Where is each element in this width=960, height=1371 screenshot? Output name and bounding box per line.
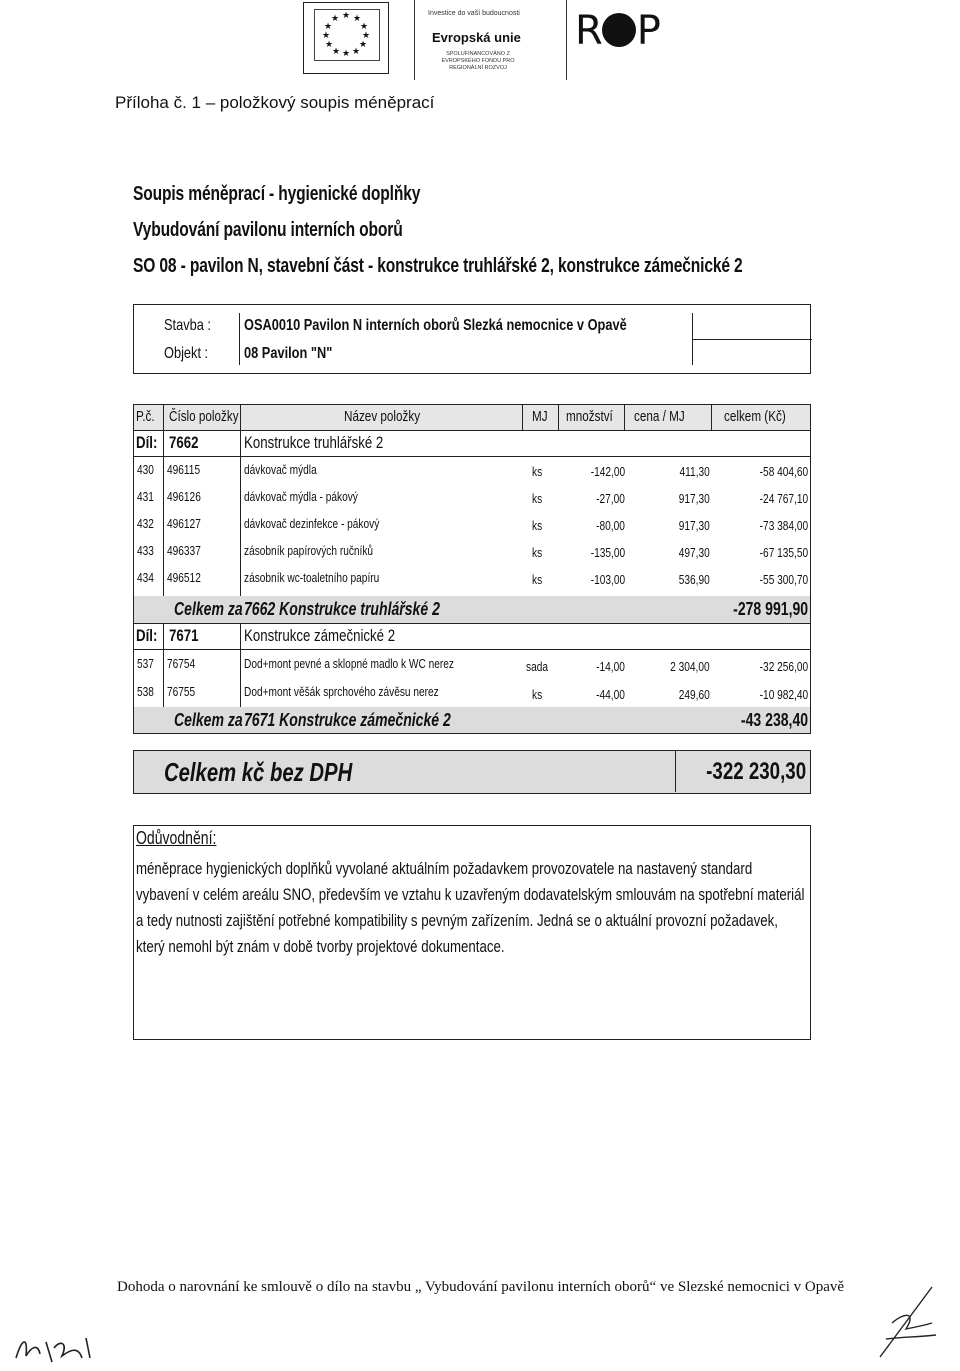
stavba-label: Stavba : [164,317,211,334]
sum-total: -43 238,40 [740,710,808,730]
dil-name: Konstrukce zámečnické 2 [244,626,396,645]
attachment-label: Příloha č. 1 – položkový soupis méněprací [115,93,435,112]
grand-total-box [133,750,811,794]
header-code: Číslo položky [169,408,239,425]
header-price: cena / MJ [634,408,685,425]
item-price: 917,30 [678,491,710,506]
rop-logo [575,8,659,54]
item-name: dávkovač mýdla - pákový [244,489,358,504]
sum-total: -278 991,90 [733,599,808,619]
item-pc: 537 [137,656,154,671]
item-pc: 432 [137,516,154,531]
item-code: 76754 [167,656,196,671]
table-row [134,568,810,590]
dil-code: 7662 [169,433,199,452]
item-qty: -135,00 [590,545,625,560]
section-row [134,623,810,649]
divider [163,623,164,707]
grand-total-value: -322 230,30 [706,758,806,785]
item-price: 497,30 [678,545,710,560]
item-mj: ks [532,572,543,587]
globe-icon [602,13,636,47]
table-row [134,541,810,563]
divider [163,405,164,596]
item-mj: ks [532,545,543,560]
justification-heading: Odůvodnění: [136,828,217,848]
footer-text: Dohoda o narovnání ke smlouvě o dílo na stavbu „ Vybudování pavilonu interních oborů“ ve Slezské nemocnici v Opavě [117,1279,845,1295]
sum-name: 7662 Konstrukce truhlářské 2 [244,599,440,619]
divider [624,405,625,430]
item-mj: ks [532,491,543,506]
header-pc: P.č. [136,408,155,425]
item-price: 917,30 [678,518,710,533]
item-pc: 434 [137,570,154,585]
item-pc: 538 [137,684,154,699]
table-row [134,514,810,536]
divider [522,405,523,430]
item-mj: ks [532,464,543,479]
item-code: 496126 [167,489,201,504]
item-code: 496337 [167,543,201,558]
item-qty: -27,00 [596,491,625,506]
item-mj: sada [526,659,548,674]
item-mj: ks [532,518,543,533]
eu-logo [303,2,389,74]
dil-label: Díl: [136,433,158,452]
item-total: -73 384,00 [759,518,808,533]
item-total: -10 982,40 [759,687,808,702]
item-name: zásobník papírových ručníků [244,543,374,558]
item-code: 76755 [167,684,196,699]
item-total: -24 767,10 [759,491,808,506]
divider [240,623,241,707]
signature-mark [872,1283,942,1363]
item-total: -32 256,00 [759,659,808,674]
stavba-value: OSA0010 Pavilon N interních oborů Slezká nemocnice v Opavě [244,317,627,334]
item-total: -58 404,60 [759,464,808,479]
items-table [133,404,811,734]
signature-mark [12,1328,102,1368]
item-name: Dod+mont pevné a sklopné madlo k WC nerez [244,656,454,671]
item-total: -67 135,50 [759,545,808,560]
eu-tagline: Investice do vaší budoucnosti [428,10,520,17]
header-total: celkem (Kč) [724,408,786,425]
item-price: 536,90 [678,572,710,587]
document-title: Soupis méněprací - hygienické doplňky [133,183,421,205]
divider [558,405,559,430]
divider [240,405,241,596]
dil-code: 7671 [169,626,199,645]
item-code: 496115 [167,462,201,477]
objekt-value: 08 Pavilon "N" [244,345,333,362]
header-divider [414,0,415,80]
table-row [134,654,810,678]
divider [239,313,240,365]
item-qty: -142,00 [590,464,625,479]
item-qty: -14,00 [596,659,625,674]
item-price: 411,30 [679,464,710,479]
divider [692,339,812,340]
item-qty: -103,00 [590,572,625,587]
section-sum-row [134,707,810,733]
justification-text: méněprace hygienických doplňků vyvolané aktuálním požadavkem provozovatele na nastavený standard vybavení v celém areálu SNO, především ve vztahu k uzavřeným dodavatelským smlouvám na spotřební materiál a tedy nutnosti zajištění potřebné kompatibility s pevným zařízením. Jedná se o aktuální provozní požadavek, který nemohl být znám v době tvorby projektové dokumentace. [136,859,805,956]
item-qty: -44,00 [596,687,625,702]
eu-name: Evropská unie [432,30,521,45]
rop-logo-letter: P [636,8,659,54]
item-name: zásobník wc-toaletního papíru [244,570,380,585]
section-row [134,430,810,456]
item-name: dávkovač mýdla [244,462,317,477]
justification-box [133,825,811,1040]
dil-label: Díl: [136,626,158,645]
rop-logo-letter: R [575,8,601,54]
item-price: 249,60 [678,687,710,702]
eu-fund-text: SPOLUFINANCOVÁNO Z EVROPSKÉHO FONDU PRO REGIONÁLNÍ ROZVOJ [441,51,515,71]
grand-total-label: Celkem kč bez DPH [164,757,353,787]
header-qty: množství [566,408,613,425]
item-price: 2 304,00 [670,659,710,674]
objekt-label: Objekt : [164,345,209,362]
table-header-row [134,405,810,430]
sum-label: Celkem za [174,599,243,619]
table-row [134,460,810,482]
item-name: dávkovač dezinfekce - pákový [244,516,380,531]
item-pc: 431 [137,489,154,504]
item-pc: 430 [137,462,154,477]
item-mj: ks [532,687,543,702]
item-pc: 433 [137,543,154,558]
item-total: -55 300,70 [759,572,808,587]
table-row [134,682,810,706]
header-divider [566,0,567,80]
item-name: Dod+mont věšák sprchového závěsu nerez [244,684,439,699]
sum-label: Celkem za [174,710,243,730]
project-info-box [133,304,811,374]
document-subtitle: Vybudování pavilonu interních oborů [133,219,403,241]
divider [134,649,810,650]
divider [675,751,676,792]
table-row [134,487,810,509]
divider [134,456,810,457]
item-qty: -80,00 [596,518,625,533]
eu-text-block [428,10,548,72]
eu-flag-icon: ★ ★ ★ ★ ★ ★ ★ ★ ★ ★ ★ ★ [314,9,380,61]
document-subtitle: SO 08 - pavilon N, stavební část - konstrukce truhlářské 2, konstrukce zámečnické 2 [133,255,743,277]
header-name: Název položky [344,408,421,425]
item-code: 496127 [167,516,201,531]
section-sum-row [134,596,810,623]
dil-name: Konstrukce truhlářské 2 [244,433,384,452]
header-mj: MJ [532,408,548,425]
item-code: 496512 [167,570,201,585]
divider [711,405,712,430]
sum-name: 7671 Konstrukce zámečnické 2 [244,710,451,730]
